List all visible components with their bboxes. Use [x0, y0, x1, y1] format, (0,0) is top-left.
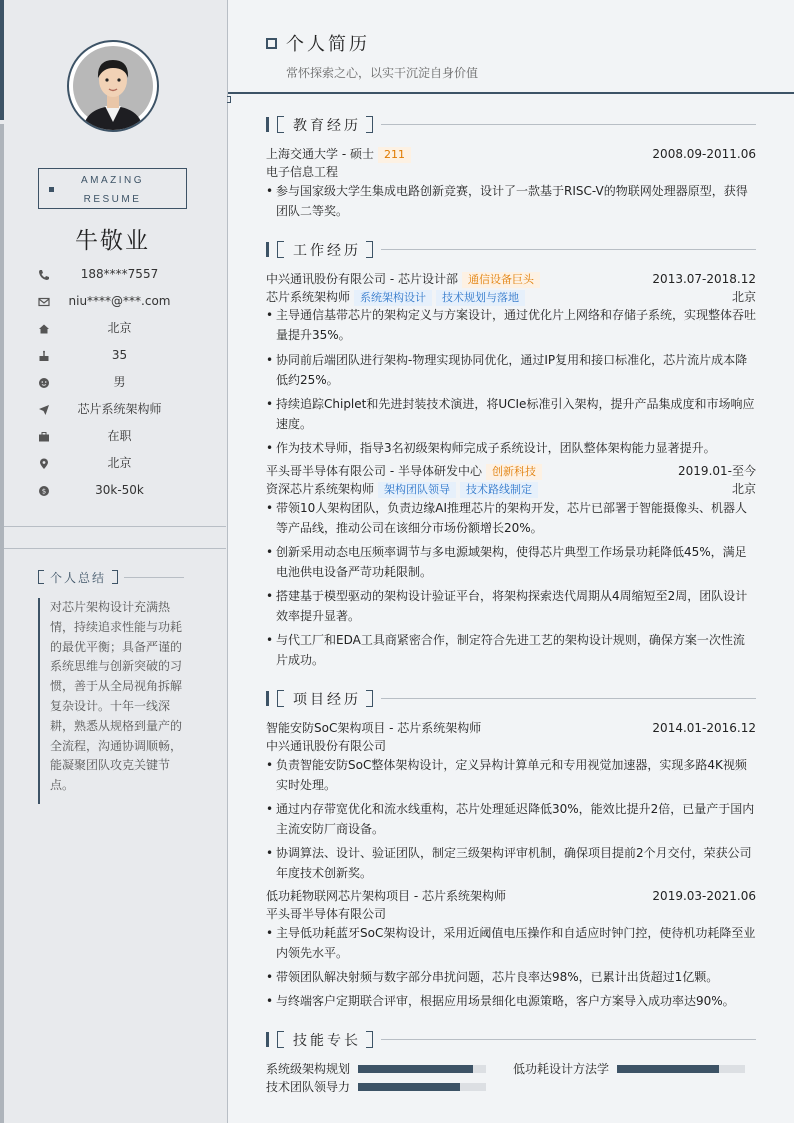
list-item: • 协调算法、设计、验证团队，制定三级架构评审机制，确保项目提前2个月交付，荣获公司年度技术创新奖。 [266, 843, 756, 883]
skill-bar [358, 1083, 486, 1091]
bracket-left-icon [277, 116, 284, 133]
section-title: 项目经历 [293, 692, 361, 708]
avatar [67, 40, 159, 132]
work-role: 资深芯片系统架构师 [266, 482, 375, 496]
bracket-left-icon [277, 241, 284, 258]
sidebar-accent-bar [0, 0, 4, 120]
work-1-role-row [266, 288, 756, 306]
skill-label: 技术团队领导力 [266, 1080, 351, 1094]
work-2-role-row [266, 480, 756, 498]
section-bar [266, 242, 269, 257]
status-value: 在职 [107, 429, 132, 443]
location-pin-icon [38, 458, 50, 470]
role-tag: 技术规划与落地 [436, 290, 525, 306]
age-value: 35 [111, 348, 128, 362]
info-age [38, 347, 187, 367]
work-date: 2013.07-2018.12 [652, 272, 756, 286]
list-item: • 协同前后端团队进行架构-物理实现协同优化，通过IP复用和接口标准化，芯片流片成本降低约25%。 [266, 350, 756, 390]
sidebar [0, 0, 228, 1123]
bracket-right-icon [366, 1031, 373, 1048]
project-name: 低功耗物联网芯片架构项目 - 芯片系统架构师 [266, 889, 506, 903]
work-city: 北京 [731, 482, 756, 496]
phone-icon [38, 269, 50, 281]
role-tag: 系统架构设计 [354, 290, 432, 306]
section-bar [266, 117, 269, 132]
project-date: 2019.03-2021.06 [652, 889, 756, 903]
sidebar-accent-bar-lower [0, 124, 4, 1123]
work-date: 2019.01-至今 [678, 464, 756, 478]
summary-heading-rule [124, 577, 184, 578]
gender-value: 男 [113, 375, 126, 389]
list-item: • 带领10人架构团队，负责边缘AI推理芯片的架构开发，芯片已部署于智能摄像头、机器人等产品线，推动公司在该细分市场份额增长20%。 [266, 498, 756, 538]
project-date: 2014.01-2016.12 [652, 721, 756, 735]
list-item: • 搭建基于模型驱动的架构设计验证平台，将架构探索迭代周期从4周缩短至2周，团队设计效率提升显著。 [266, 586, 756, 626]
section-header-work [266, 241, 756, 259]
list-item: • 负责智能安防SoC整体架构设计，定义异构计算单元和专用视觉加速器，实现多路4K视频实时处理。 [266, 755, 756, 795]
info-email [38, 293, 187, 313]
section-rule [381, 1039, 756, 1040]
residence-value: 北京 [107, 321, 132, 335]
list-item: • 通过内存带宽优化和流水线重构，芯片处理延迟降低30%，能效比提升2倍，已量产于国内主流安防厂商设备。 [266, 799, 756, 839]
bracket-left-icon [277, 1031, 284, 1048]
section-header-education [266, 116, 756, 134]
badge-line1: AMAZING [80, 175, 145, 186]
project-1-header [266, 719, 756, 737]
list-item: • 创新采用动态电压频率调节与多电源域架构，使得芯片典型工作场景功耗降低45%，满足电池供电设备严苛功耗限制。 [266, 542, 756, 582]
section-rule [381, 249, 756, 250]
paper-plane-icon [38, 404, 50, 416]
skill-bar [358, 1065, 486, 1073]
badge-line2: RESUME [83, 194, 142, 205]
work-company: 平头哥半导体有限公司 - 半导体研发中心 [266, 464, 482, 478]
briefcase-icon [38, 431, 50, 443]
education-header [266, 145, 756, 163]
sidebar-divider [4, 526, 226, 527]
resume-badge [38, 168, 187, 209]
email-value: niu****@***.com [68, 294, 171, 308]
education-date: 2008.09-2011.06 [652, 147, 756, 161]
role-tag: 架构团队领导 [378, 482, 456, 498]
project-2-header [266, 887, 756, 905]
badge-square-icon [49, 187, 54, 192]
education-bullet: • 参与国家级大学生集成电路创新竞赛，设计了一款基于RISC-V的物联网处理器原型，获得团队二等奖。 [266, 181, 756, 221]
header-corner-mark [227, 96, 231, 103]
email-icon [38, 296, 50, 308]
summary-heading [38, 570, 188, 584]
section-rule [381, 124, 756, 125]
summary-title: 个人总结 [50, 571, 107, 585]
info-gender [38, 374, 187, 394]
page-subtitle: 常怀探索之心，以实干沉淀自身价值 [286, 66, 479, 80]
education-major: 电子信息工程 [266, 165, 339, 179]
header-divider [228, 92, 794, 94]
bracket-right-icon [366, 690, 373, 707]
info-salary [38, 482, 187, 502]
list-item: • 作为技术导师，指导3名初级架构师完成子系统设计，团队整体架构能力显著提升。 [266, 438, 756, 458]
project-name: 智能安防SoC架构项目 - 芯片系统架构师 [266, 721, 482, 735]
sidebar-divider-2 [4, 548, 226, 549]
skill-bar-fill [358, 1065, 473, 1073]
bracket-left-icon [277, 690, 284, 707]
money-icon [38, 485, 50, 497]
page-title: 个人简历 [286, 34, 370, 55]
skill-bar [617, 1065, 745, 1073]
section-bar [266, 1032, 269, 1047]
role-tag: 技术路线制定 [460, 482, 538, 498]
position-value: 芯片系统架构师 [77, 402, 162, 416]
company-tag: 通信设备巨头 [462, 272, 540, 288]
section-header-projects [266, 690, 756, 708]
bracket-left-icon [38, 570, 44, 584]
skill-bar-fill [358, 1083, 460, 1091]
target-city-value: 北京 [107, 456, 132, 470]
skill-label: 低功耗设计方法学 [513, 1062, 610, 1076]
project-company: 中兴通讯股份有限公司 [266, 739, 387, 753]
phone-value: 188****7557 [80, 267, 159, 281]
work-company: 中兴通讯股份有限公司 - 芯片设计部 [266, 272, 458, 286]
info-residence [38, 320, 187, 340]
project-company: 平头哥半导体有限公司 [266, 907, 387, 921]
list-item: • 与终端客户定期联合评审，根据应用场景细化电源策略，客户方案导入成功率达90%。 [266, 991, 756, 1011]
list-item: • 主导低功耗蓝牙SoC架构设计，采用近阈值电压操作和自适应时钟门控，使待机功耗降至业内领先水平。 [266, 923, 756, 963]
section-rule [381, 698, 756, 699]
work-1-header [266, 270, 756, 288]
info-phone [38, 266, 187, 286]
info-status [38, 428, 187, 448]
list-item: • 主导通信基带芯片的架构定义与方案设计，通过优化片上网络和存储子系统，实现整体吞吐量提升35%。 [266, 305, 756, 345]
work-role: 芯片系统架构师 [266, 290, 351, 304]
bracket-right-icon [112, 570, 118, 584]
section-title: 工作经历 [293, 243, 361, 259]
birthday-cake-icon [38, 350, 50, 362]
face-icon [38, 377, 50, 389]
list-item: • 带领团队解决射频与数字部分串扰问题，芯片良率达98%，已累计出货超过1亿颗。 [266, 967, 756, 987]
section-title: 教育经历 [293, 118, 361, 134]
section-bar [266, 691, 269, 706]
skill-bar-fill [617, 1065, 719, 1073]
section-header-skills [266, 1031, 756, 1049]
info-position [38, 401, 187, 421]
title-square-icon [266, 38, 277, 49]
work-city: 北京 [731, 290, 756, 304]
list-item: • 持续追踪Chiplet和先进封装技术演进，将UCIe标准引入架构，提升产品集成度和市场响应速度。 [266, 394, 756, 434]
skill-label: 系统级架构规划 [266, 1062, 351, 1076]
info-target-city [38, 455, 187, 475]
bracket-right-icon [366, 241, 373, 258]
salary-value: 30k-50k [95, 483, 144, 497]
work-2-header [266, 462, 756, 480]
list-item: • 与代工厂和EDA工具商紧密合作，制定符合先进工艺的架构设计规则，确保方案一次性流片成功。 [266, 630, 756, 670]
company-tag: 创新科技 [486, 464, 542, 480]
home-icon [38, 323, 50, 335]
school-name: 上海交通大学 - 硕士 [266, 147, 374, 161]
svg-text:$: $ [41, 487, 47, 496]
summary-text: 对芯片架构设计充满热情，持续追求性能与功耗的最优平衡；具备严谨的系统思维与创新突破的习惯，善于从全局视角拆解复杂设计。十年一线深耕，熟悉从规格到量产的全流程，沟通协调顺畅，能凝聚团队攻克关键节点。 [38, 598, 184, 804]
candidate-name: 牛敬业 [75, 228, 150, 254]
bracket-right-icon [366, 116, 373, 133]
section-title: 技能专长 [293, 1033, 361, 1049]
school-tag: 211 [378, 147, 411, 163]
